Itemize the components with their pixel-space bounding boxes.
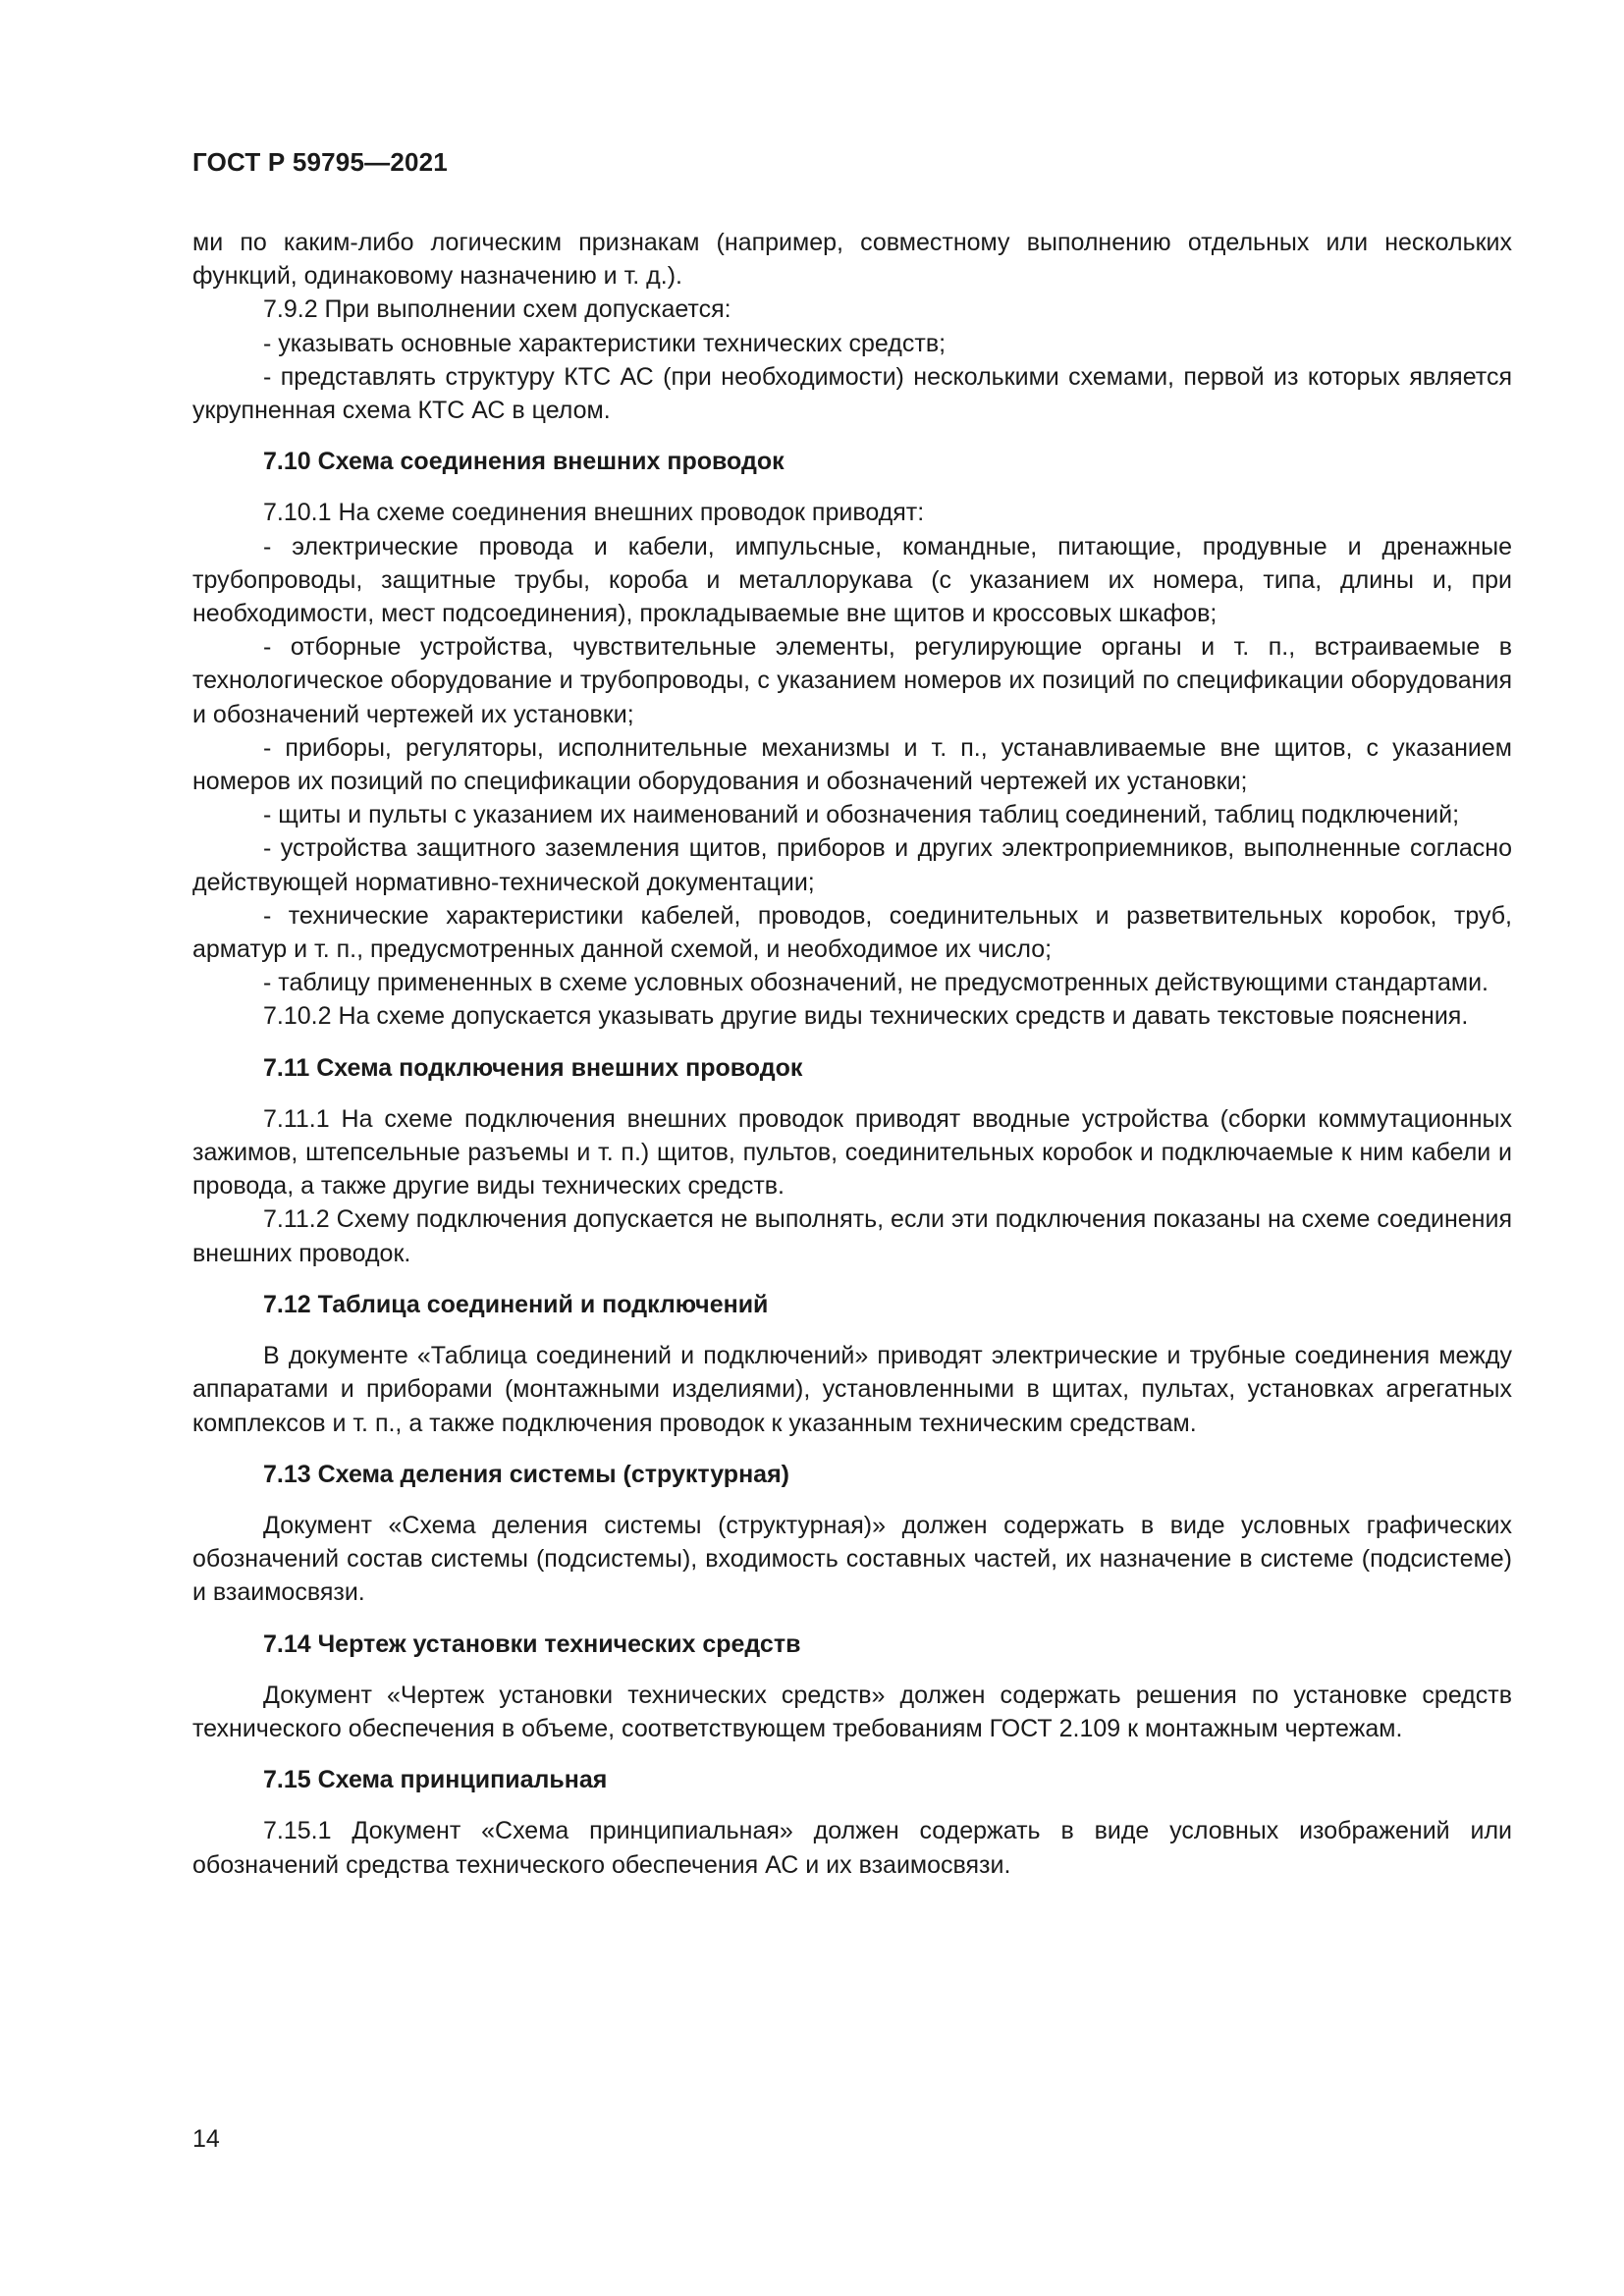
section-heading: 7.11 Схема подключения внешних проводок bbox=[263, 1053, 803, 1082]
paragraph: 7.15.1 Документ «Схема принципиальная» должен содержать в виде условных изображений или обозначений средства технического обеспечения АС и их взаимосвязи. bbox=[192, 1817, 1512, 1879]
list-item: - щиты и пульты с указанием их наименований и обозначения таблиц соединений, таблиц подключений; bbox=[263, 801, 1460, 829]
list-item: - отборные устройства, чувствительные элементы, регулирующие органы и т. п., встраиваемые в технологическое оборудование и трубопроводы, с указанием номеров их позиций по спецификации оборудования и обозначений чертежей их установки; bbox=[192, 633, 1512, 728]
section-heading: 7.12 Таблица соединений и подключений bbox=[263, 1290, 769, 1318]
paragraph: 7.9.2 При выполнении схем допускается: bbox=[263, 295, 731, 324]
section-heading: 7.14 Чертеж установки технических средств bbox=[263, 1629, 801, 1658]
paragraph: ми по каким-либо логическим признакам (например, совместному выполнению отдельных или нескольких функций, одинаковому назначению и т. д.). bbox=[192, 229, 1512, 291]
section-heading: 7.13 Схема деления системы (структурная) bbox=[263, 1460, 789, 1488]
page-number: 14 bbox=[192, 2125, 220, 2153]
paragraph: 7.10.1 На схеме соединения внешних проводок приводят: bbox=[263, 499, 925, 527]
document-header: ГОСТ Р 59795—2021 bbox=[192, 147, 448, 177]
list-item: - технические характеристики кабелей, проводов, соединительных и разветвительных коробок, труб, арматур и т. п., предусмотренных данной схемой, и необходимое их число; bbox=[192, 901, 1512, 964]
section-heading: 7.15 Схема принципиальная bbox=[263, 1766, 608, 1794]
list-item: - указывать основные характеристики технических средств; bbox=[263, 329, 947, 357]
list-item: - электрические провода и кабели, импульсные, командные, питающие, продувные и дренажные трубопроводы, защитные трубы, короба и металлорукава (с указанием их номера, типа, длины и, при необходимости, мест подсоединения), прокладываемые вне щитов и кроссовых шкафов; bbox=[192, 532, 1512, 628]
document-body bbox=[192, 226, 1512, 1882]
paragraph: Документ «Чертеж установки технических средств» должен содержать решения по установке средств технического обеспечения в объеме, соответствующем требованиям ГОСТ 2.109 к монтажным чертежам. bbox=[192, 1681, 1512, 1742]
list-item: - представлять структуру КТС АС (при необходимости) несколькими схемами, первой из которых является укрупненная схема КТС АС в целом. bbox=[192, 362, 1512, 425]
paragraph: В документе «Таблица соединений и подключений» приводят электрические и трубные соединения между аппаратами и приборами (монтажными изделиями), установленными в щитах, пультах, установках агрегатных комплексов и т. п., а также подключения проводок к указанным техническим средствам. bbox=[192, 1342, 1512, 1437]
paragraph: 7.11.2 Схему подключения допускается не выполнять, если эти подключения показаны на схеме соединения внешних проводок. bbox=[192, 1205, 1512, 1267]
list-item: - устройства защитного заземления щитов, приборов и других электроприемников, выполненные согласно действующей нормативно-технической документации; bbox=[192, 834, 1512, 896]
section-heading: 7.10 Схема соединения внешних проводок bbox=[263, 448, 785, 476]
paragraph: Документ «Схема деления системы (структурная)» должен содержать в виде условных графических обозначений состав системы (подсистемы), входимость составных частей, их назначение в системе (подсистеме) и взаимосвязи. bbox=[192, 1511, 1512, 1607]
paragraph: 7.11.1 На схеме подключения внешних проводок приводят вводные устройства (сборки коммутационных зажимов, штепсельные разъемы и т. п.) щитов, пультов, соединительных коробок и подключаемые к ним кабели и провода, а также другие виды технических средств. bbox=[192, 1104, 1512, 1201]
list-item: - приборы, регуляторы, исполнительные механизмы и т. п., устанавливаемые вне щитов, с указанием номеров их позиций по спецификации оборудования и обозначений чертежей их установки; bbox=[192, 733, 1512, 796]
paragraph: 7.10.2 На схеме допускается указывать другие виды технических средств и давать текстовые пояснения. bbox=[263, 1002, 1469, 1031]
list-item: - таблицу примененных в схеме условных обозначений, не предусмотренных действующими стандартами. bbox=[263, 969, 1489, 997]
